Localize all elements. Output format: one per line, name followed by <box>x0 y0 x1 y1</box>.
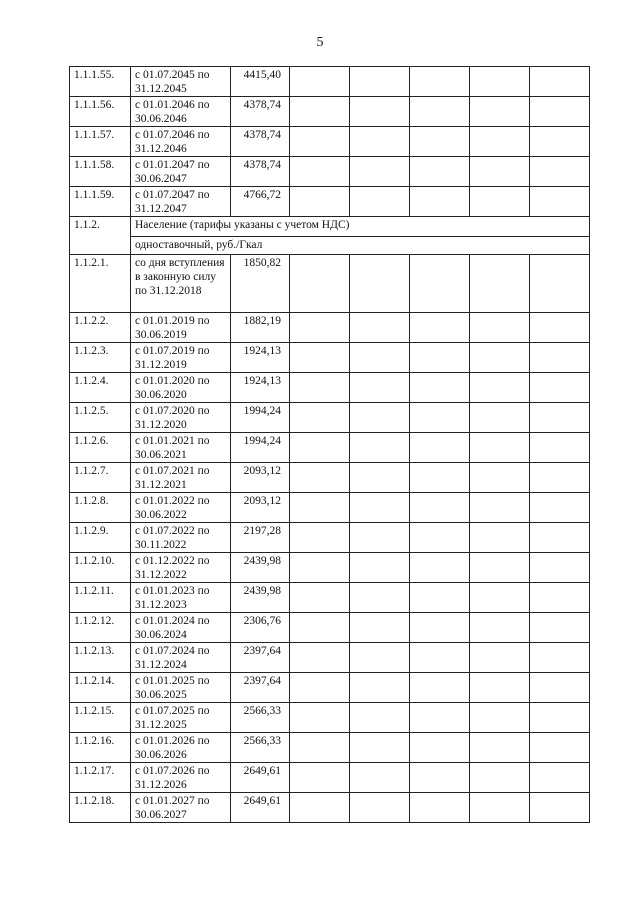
empty-cell <box>470 733 530 763</box>
table-row <box>70 127 590 157</box>
empty-cell <box>290 127 350 157</box>
empty-cell <box>530 583 590 613</box>
empty-cell <box>290 403 350 433</box>
empty-cell <box>410 313 470 343</box>
empty-cell <box>290 763 350 793</box>
empty-cell <box>410 67 470 97</box>
row-number: 1.1.1.59. <box>70 187 131 217</box>
empty-cell <box>530 733 590 763</box>
table-row <box>70 373 590 403</box>
row-number: 1.1.1.55. <box>70 67 131 97</box>
empty-cell <box>350 493 410 523</box>
empty-cell <box>410 703 470 733</box>
section-title-line2: одноставочный, руб./Гкал <box>135 239 263 251</box>
row-number: 1.1.2.18. <box>70 793 131 823</box>
row-value: 2649,61 <box>231 793 290 823</box>
row-value: 2093,12 <box>231 463 290 493</box>
empty-cell <box>470 463 530 493</box>
row-value: 2397,64 <box>231 643 290 673</box>
table-row <box>70 187 590 217</box>
empty-cell <box>410 523 470 553</box>
empty-cell <box>290 733 350 763</box>
row-number: 1.1.2.9. <box>70 523 131 553</box>
row-value: 2306,76 <box>231 613 290 643</box>
row-value: 4415,40 <box>231 67 290 97</box>
empty-cell <box>410 643 470 673</box>
row-value: 1994,24 <box>231 433 290 463</box>
empty-cell <box>350 643 410 673</box>
empty-cell <box>470 703 530 733</box>
row-number: 1.1.2.5. <box>70 403 131 433</box>
row-number: 1.1.2.7. <box>70 463 131 493</box>
empty-cell <box>290 255 350 313</box>
empty-cell <box>350 343 410 373</box>
row-value: 1882,19 <box>231 313 290 343</box>
empty-cell <box>530 157 590 187</box>
empty-cell <box>350 97 410 127</box>
row-number: 1.1.2.14. <box>70 673 131 703</box>
empty-cell <box>290 793 350 823</box>
empty-cell <box>470 763 530 793</box>
empty-cell <box>410 463 470 493</box>
empty-cell <box>530 463 590 493</box>
empty-cell <box>350 763 410 793</box>
row-value: 4766,72 <box>231 187 290 217</box>
table-row <box>70 433 590 463</box>
row-period: с 01.01.2023 по 31.12.2023 <box>131 583 231 613</box>
empty-cell <box>350 523 410 553</box>
empty-cell <box>290 493 350 523</box>
empty-cell <box>470 793 530 823</box>
row-number: 1.1.2.16. <box>70 733 131 763</box>
table-row <box>70 97 590 127</box>
table-row <box>70 403 590 433</box>
row-number: 1.1.2.10. <box>70 553 131 583</box>
section-title <box>131 217 590 255</box>
table-row <box>70 255 590 313</box>
empty-cell <box>470 583 530 613</box>
row-period: с 01.01.2019 по 30.06.2019 <box>131 313 231 343</box>
table-row <box>70 763 590 793</box>
empty-cell <box>410 97 470 127</box>
empty-cell <box>350 793 410 823</box>
table-row <box>70 523 590 553</box>
row-number: 1.1.2.6. <box>70 433 131 463</box>
empty-cell <box>530 643 590 673</box>
row-number: 1.1.2.8. <box>70 493 131 523</box>
row-period: с 01.07.2022 по 30.11.2022 <box>131 523 231 553</box>
empty-cell <box>470 67 530 97</box>
empty-cell <box>470 157 530 187</box>
row-value: 2439,98 <box>231 553 290 583</box>
empty-cell <box>410 763 470 793</box>
empty-cell <box>530 613 590 643</box>
empty-cell <box>530 703 590 733</box>
empty-cell <box>290 643 350 673</box>
row-value: 2566,33 <box>231 733 290 763</box>
empty-cell <box>530 523 590 553</box>
table-row <box>70 733 590 763</box>
empty-cell <box>350 127 410 157</box>
table-row <box>70 793 590 823</box>
table-row <box>70 157 590 187</box>
empty-cell <box>410 793 470 823</box>
empty-cell <box>290 433 350 463</box>
row-value: 1924,13 <box>231 343 290 373</box>
empty-cell <box>350 403 410 433</box>
empty-cell <box>290 703 350 733</box>
empty-cell <box>290 97 350 127</box>
row-period: с 01.12.2022 по 31.12.2022 <box>131 553 231 583</box>
table-row <box>70 643 590 673</box>
row-value: 1850,82 <box>231 255 290 313</box>
empty-cell <box>350 733 410 763</box>
row-value: 4378,74 <box>231 127 290 157</box>
empty-cell <box>350 187 410 217</box>
section-header <box>70 217 590 255</box>
empty-cell <box>290 373 350 403</box>
row-number: 1.1.2.1. <box>70 255 131 313</box>
row-number: 1.1.2.11. <box>70 583 131 613</box>
empty-cell <box>470 553 530 583</box>
row-period: с 01.01.2047 по 30.06.2047 <box>131 157 231 187</box>
row-number: 1.1.2.4. <box>70 373 131 403</box>
section-number: 1.1.2. <box>70 217 131 255</box>
row-period: с 01.01.2046 по 30.06.2046 <box>131 97 231 127</box>
empty-cell <box>530 433 590 463</box>
row-value: 4378,74 <box>231 97 290 127</box>
section-title-line1: Население (тарифы указаны с учетом НДС) <box>131 217 589 237</box>
empty-cell <box>470 523 530 553</box>
row-value: 2566,33 <box>231 703 290 733</box>
empty-cell <box>530 187 590 217</box>
empty-cell <box>350 583 410 613</box>
empty-cell <box>470 433 530 463</box>
row-number: 1.1.2.15. <box>70 703 131 733</box>
row-period: с 01.07.2047 по 31.12.2047 <box>131 187 231 217</box>
empty-cell <box>410 403 470 433</box>
table-row <box>70 67 590 97</box>
empty-cell <box>350 673 410 703</box>
empty-cell <box>470 97 530 127</box>
empty-cell <box>470 313 530 343</box>
empty-cell <box>530 67 590 97</box>
empty-cell <box>290 313 350 343</box>
empty-cell <box>350 463 410 493</box>
empty-cell <box>470 343 530 373</box>
row-period: с 01.07.2026 по 31.12.2026 <box>131 763 231 793</box>
row-period: с 01.07.2019 по 31.12.2019 <box>131 343 231 373</box>
row-number: 1.1.2.2. <box>70 313 131 343</box>
empty-cell <box>350 703 410 733</box>
empty-cell <box>410 373 470 403</box>
row-value: 1924,13 <box>231 373 290 403</box>
empty-cell <box>410 493 470 523</box>
empty-cell <box>530 673 590 703</box>
row-period: с 01.07.2025 по 31.12.2025 <box>131 703 231 733</box>
empty-cell <box>530 313 590 343</box>
empty-cell <box>350 313 410 343</box>
empty-cell <box>530 403 590 433</box>
tariff-table <box>69 66 590 823</box>
row-value: 2093,12 <box>231 493 290 523</box>
table-row <box>70 343 590 373</box>
empty-cell <box>410 127 470 157</box>
row-period: со дня вступления в законную силу по 31.12.2018 <box>131 255 231 313</box>
empty-cell <box>530 763 590 793</box>
table-row <box>70 463 590 493</box>
empty-cell <box>470 187 530 217</box>
table-row <box>70 493 590 523</box>
row-number: 1.1.2.13. <box>70 643 131 673</box>
empty-cell <box>350 433 410 463</box>
row-period: с 01.07.2024 по 31.12.2024 <box>131 643 231 673</box>
empty-cell <box>290 553 350 583</box>
empty-cell <box>410 553 470 583</box>
row-value: 2439,98 <box>231 583 290 613</box>
row-number: 1.1.2.3. <box>70 343 131 373</box>
empty-cell <box>470 673 530 703</box>
empty-cell <box>470 373 530 403</box>
row-period: с 01.01.2024 по 30.06.2024 <box>131 613 231 643</box>
row-period: с 01.07.2046 по 31.12.2046 <box>131 127 231 157</box>
row-value: 1994,24 <box>231 403 290 433</box>
row-value: 2197,28 <box>231 523 290 553</box>
table-body-after <box>70 255 590 823</box>
table-row <box>70 703 590 733</box>
row-period: с 01.01.2021 по 30.06.2021 <box>131 433 231 463</box>
empty-cell <box>410 187 470 217</box>
empty-cell <box>350 553 410 583</box>
table-row <box>70 553 590 583</box>
row-number: 1.1.2.17. <box>70 763 131 793</box>
empty-cell <box>290 583 350 613</box>
table-row <box>70 583 590 613</box>
row-period: с 01.01.2025 по 30.06.2025 <box>131 673 231 703</box>
table-body-before <box>70 67 590 217</box>
row-value: 2649,61 <box>231 763 290 793</box>
empty-cell <box>470 613 530 643</box>
empty-cell <box>530 373 590 403</box>
empty-cell <box>530 553 590 583</box>
empty-cell <box>530 255 590 313</box>
row-period: с 01.07.2045 по 31.12.2045 <box>131 67 231 97</box>
empty-cell <box>350 67 410 97</box>
empty-cell <box>410 613 470 643</box>
empty-cell <box>470 255 530 313</box>
empty-cell <box>290 343 350 373</box>
row-number: 1.1.1.58. <box>70 157 131 187</box>
empty-cell <box>290 67 350 97</box>
empty-cell <box>290 463 350 493</box>
row-value: 2397,64 <box>231 673 290 703</box>
empty-cell <box>530 793 590 823</box>
page-number: 5 <box>316 35 324 50</box>
empty-cell <box>290 187 350 217</box>
empty-cell <box>410 583 470 613</box>
empty-cell <box>350 613 410 643</box>
empty-cell <box>530 97 590 127</box>
empty-cell <box>350 157 410 187</box>
row-period: с 01.01.2027 по 30.06.2027 <box>131 793 231 823</box>
empty-cell <box>470 403 530 433</box>
table-row <box>70 673 590 703</box>
empty-cell <box>290 523 350 553</box>
empty-cell <box>290 157 350 187</box>
empty-cell <box>470 127 530 157</box>
table-row <box>70 313 590 343</box>
empty-cell <box>350 373 410 403</box>
row-number: 1.1.2.12. <box>70 613 131 643</box>
empty-cell <box>410 433 470 463</box>
empty-cell <box>530 493 590 523</box>
row-number: 1.1.1.56. <box>70 97 131 127</box>
empty-cell <box>410 157 470 187</box>
empty-cell <box>410 673 470 703</box>
empty-cell <box>410 733 470 763</box>
empty-cell <box>290 673 350 703</box>
table-row <box>70 613 590 643</box>
section-row <box>70 217 590 255</box>
row-period: с 01.07.2020 по 31.12.2020 <box>131 403 231 433</box>
row-value: 4378,74 <box>231 157 290 187</box>
empty-cell <box>530 127 590 157</box>
empty-cell <box>350 255 410 313</box>
row-number: 1.1.1.57. <box>70 127 131 157</box>
empty-cell <box>410 343 470 373</box>
empty-cell <box>530 343 590 373</box>
empty-cell <box>470 643 530 673</box>
empty-cell <box>410 255 470 313</box>
row-period: с 01.01.2026 по 30.06.2026 <box>131 733 231 763</box>
empty-cell <box>290 613 350 643</box>
row-period: с 01.01.2020 по 30.06.2020 <box>131 373 231 403</box>
row-period: с 01.01.2022 по 30.06.2022 <box>131 493 231 523</box>
row-period: с 01.07.2021 по 31.12.2021 <box>131 463 231 493</box>
empty-cell <box>470 493 530 523</box>
